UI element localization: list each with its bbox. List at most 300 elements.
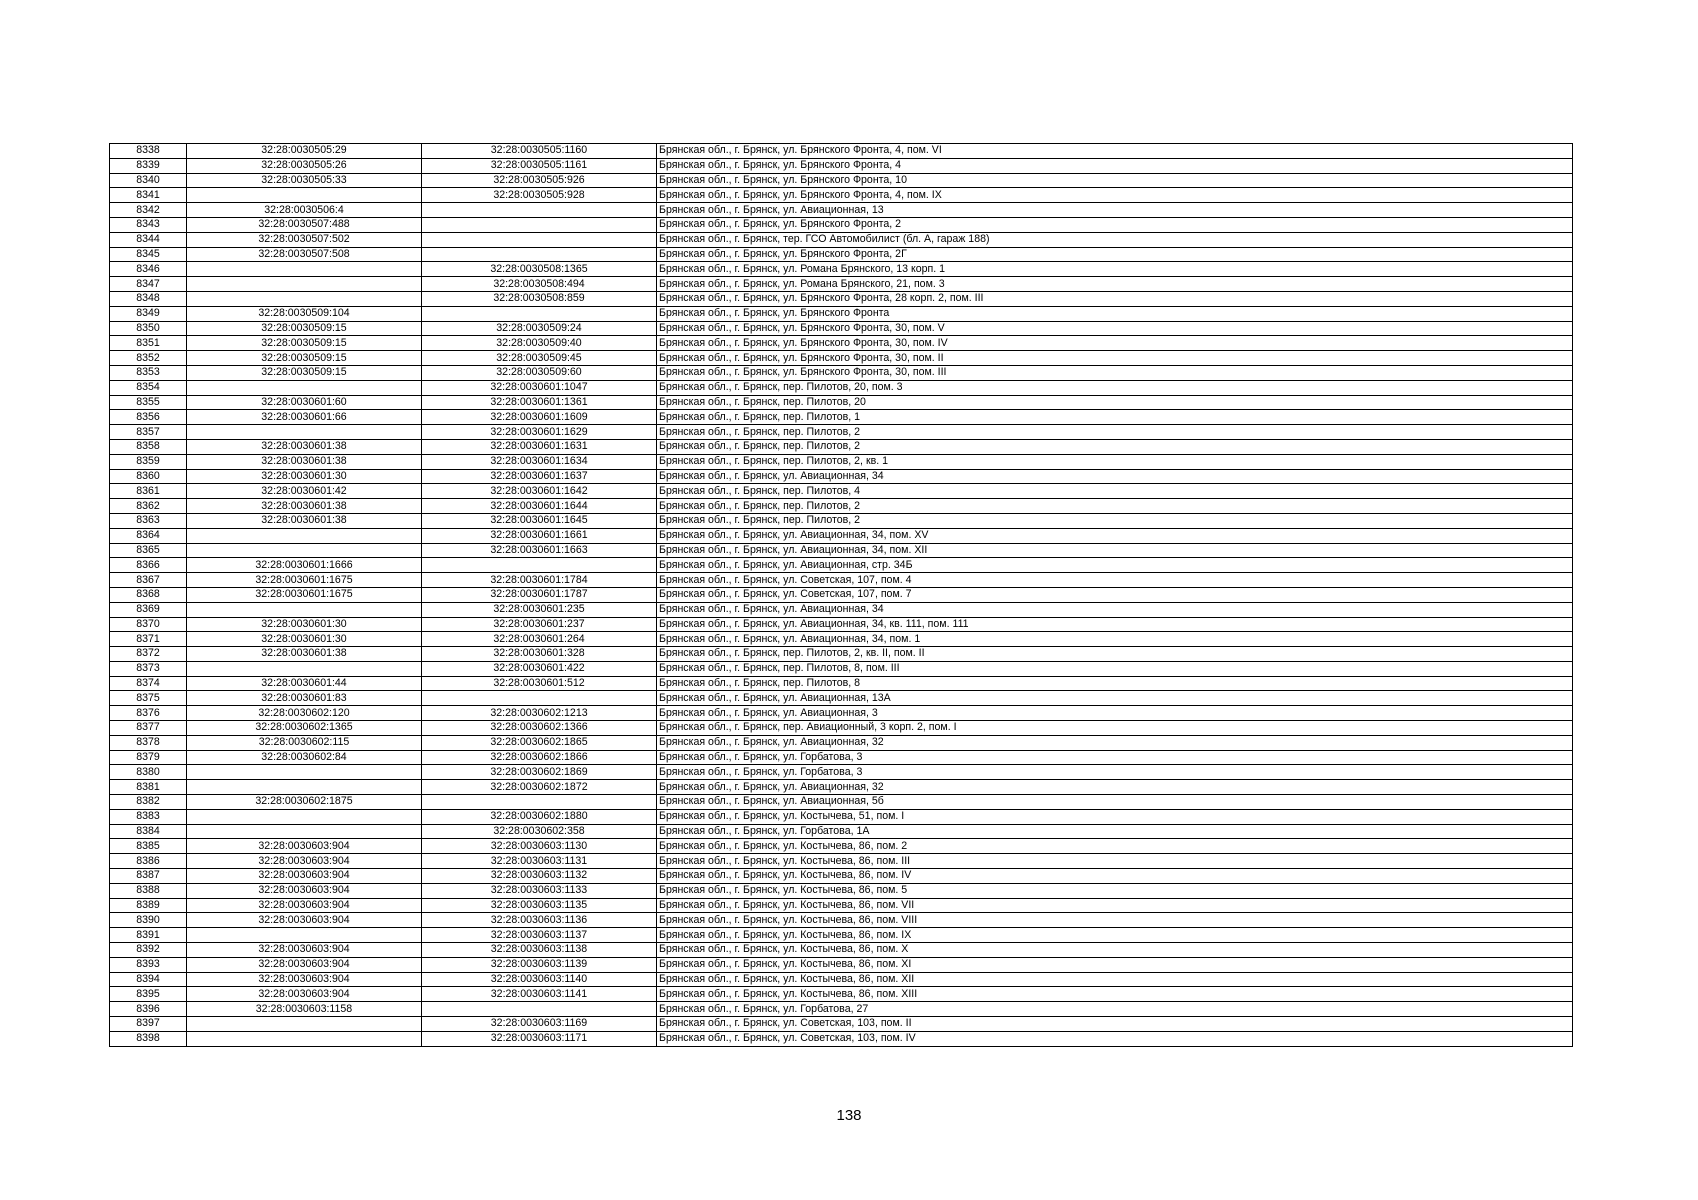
row-number-cell: 8383	[110, 809, 187, 824]
row-number-cell: 8365	[110, 543, 187, 558]
address-cell: Брянская обл., г. Брянск, ул. Брянского Фронта	[657, 306, 1573, 321]
address-cell: Брянская обл., г. Брянск, ул. Авиационная, 34, кв. 111, пом. 111	[657, 617, 1573, 632]
address-cell: Брянская обл., г. Брянск, ул. Костычева, 86, пом. IX	[657, 928, 1573, 943]
row-number-cell: 8350	[110, 321, 187, 336]
new-cadastral-number-cell: 32:28:0030601:1644	[422, 499, 657, 514]
registry-table-body	[110, 144, 1573, 1047]
address-cell: Брянская обл., г. Брянск, ул. Костычева, 86, пом. 5	[657, 883, 1573, 898]
table-row	[110, 824, 1573, 839]
old-cadastral-number-cell: 32:28:0030603:904	[187, 943, 422, 958]
new-cadastral-number-cell: 32:28:0030601:264	[422, 632, 657, 647]
table-row	[110, 321, 1573, 336]
address-cell: Брянская обл., г. Брянск, ул. Брянского Фронта, 28 корп. 2, пом. III	[657, 291, 1573, 306]
old-cadastral-number-cell: 32:28:0030601:1675	[187, 587, 422, 602]
new-cadastral-number-cell: 32:28:0030603:1132	[422, 869, 657, 884]
old-cadastral-number-cell: 32:28:0030601:60	[187, 395, 422, 410]
table-row	[110, 217, 1573, 232]
address-cell: Брянская обл., г. Брянск, пер. Пилотов, 4	[657, 484, 1573, 499]
address-cell: Брянская обл., г. Брянск, ул. Костычева, 86, пом. IV	[657, 869, 1573, 884]
old-cadastral-number-cell: 32:28:0030509:15	[187, 365, 422, 380]
row-number-cell: 8386	[110, 854, 187, 869]
table-row	[110, 351, 1573, 366]
old-cadastral-number-cell: 32:28:0030602:1875	[187, 795, 422, 810]
table-row	[110, 439, 1573, 454]
new-cadastral-number-cell: 32:28:0030602:358	[422, 824, 657, 839]
new-cadastral-number-cell: 32:28:0030603:1137	[422, 928, 657, 943]
new-cadastral-number-cell: 32:28:0030603:1141	[422, 987, 657, 1002]
new-cadastral-number-cell: 32:28:0030601:1661	[422, 528, 657, 543]
table-row	[110, 203, 1573, 218]
old-cadastral-number-cell	[187, 1017, 422, 1032]
row-number-cell: 8339	[110, 158, 187, 173]
table-row	[110, 987, 1573, 1002]
old-cadastral-number-cell	[187, 291, 422, 306]
address-cell: Брянская обл., г. Брянск, ул. Костычева, 86, пом. X	[657, 943, 1573, 958]
new-cadastral-number-cell: 32:28:0030601:235	[422, 602, 657, 617]
new-cadastral-number-cell	[422, 247, 657, 262]
row-number-cell: 8398	[110, 1031, 187, 1046]
new-cadastral-number-cell: 32:28:0030601:1787	[422, 587, 657, 602]
address-cell: Брянская обл., г. Брянск, пер. Пилотов, 20, пом. 3	[657, 380, 1573, 395]
new-cadastral-number-cell: 32:28:0030603:1169	[422, 1017, 657, 1032]
row-number-cell: 8392	[110, 943, 187, 958]
new-cadastral-number-cell: 32:28:0030601:1631	[422, 439, 657, 454]
table-row	[110, 898, 1573, 913]
old-cadastral-number-cell	[187, 1031, 422, 1046]
new-cadastral-number-cell: 32:28:0030601:1663	[422, 543, 657, 558]
old-cadastral-number-cell	[187, 928, 422, 943]
table-row	[110, 499, 1573, 514]
address-cell: Брянская обл., г. Брянск, ул. Советская, 107, пом. 7	[657, 587, 1573, 602]
old-cadastral-number-cell: 32:28:0030603:1158	[187, 1002, 422, 1017]
row-number-cell: 8382	[110, 795, 187, 810]
new-cadastral-number-cell: 32:28:0030602:1865	[422, 735, 657, 750]
old-cadastral-number-cell: 32:28:0030509:15	[187, 321, 422, 336]
new-cadastral-number-cell: 32:28:0030603:1135	[422, 898, 657, 913]
table-row	[110, 188, 1573, 203]
table-row	[110, 232, 1573, 247]
address-cell: Брянская обл., г. Брянск, ул. Костычева, 86, пом. XII	[657, 972, 1573, 987]
table-row	[110, 913, 1573, 928]
address-cell: Брянская обл., г. Брянск, ул. Авиационная, 32	[657, 735, 1573, 750]
new-cadastral-number-cell: 32:28:0030601:1637	[422, 469, 657, 484]
address-cell: Брянская обл., г. Брянск, ул. Брянского Фронта, 30, пом. II	[657, 351, 1573, 366]
old-cadastral-number-cell: 32:28:0030603:904	[187, 854, 422, 869]
old-cadastral-number-cell: 32:28:0030601:42	[187, 484, 422, 499]
old-cadastral-number-cell: 32:28:0030603:904	[187, 987, 422, 1002]
address-cell: Брянская обл., г. Брянск, ул. Авиационная, 32	[657, 780, 1573, 795]
address-cell: Брянская обл., г. Брянск, ул. Авиационная, 13А	[657, 691, 1573, 706]
address-cell: Брянская обл., г. Брянск, пер. Пилотов, 2	[657, 425, 1573, 440]
table-row	[110, 558, 1573, 573]
new-cadastral-number-cell: 32:28:0030603:1133	[422, 883, 657, 898]
table-row	[110, 469, 1573, 484]
row-number-cell: 8379	[110, 750, 187, 765]
row-number-cell: 8394	[110, 972, 187, 987]
address-cell: Брянская обл., г. Брянск, ул. Костычева, 86, пом. III	[657, 854, 1573, 869]
table-row	[110, 395, 1573, 410]
old-cadastral-number-cell: 32:28:0030507:488	[187, 217, 422, 232]
row-number-cell: 8373	[110, 661, 187, 676]
new-cadastral-number-cell: 32:28:0030601:1642	[422, 484, 657, 499]
table-row	[110, 883, 1573, 898]
address-cell: Брянская обл., г. Брянск, пер. Пилотов, 2	[657, 513, 1573, 528]
address-cell: Брянская обл., г. Брянск, ул. Брянского Фронта, 4	[657, 158, 1573, 173]
address-cell: Брянская обл., г. Брянск, ул. Авиационная, 34, пом. XII	[657, 543, 1573, 558]
old-cadastral-number-cell: 32:28:0030601:1675	[187, 573, 422, 588]
old-cadastral-number-cell: 32:28:0030506:4	[187, 203, 422, 218]
table-row	[110, 957, 1573, 972]
new-cadastral-number-cell	[422, 795, 657, 810]
address-cell: Брянская обл., г. Брянск, ул. Брянского Фронта, 4, пом. IX	[657, 188, 1573, 203]
table-row	[110, 528, 1573, 543]
address-cell: Брянская обл., г. Брянск, пер. Авиационный, 3 корп. 2, пом. I	[657, 721, 1573, 736]
table-row	[110, 647, 1573, 662]
row-number-cell: 8390	[110, 913, 187, 928]
address-cell: Брянская обл., г. Брянск, ул. Брянского Фронта, 10	[657, 173, 1573, 188]
address-cell: Брянская обл., г. Брянск, ул. Романа Брянского, 21, пом. 3	[657, 277, 1573, 292]
old-cadastral-number-cell: 32:28:0030509:15	[187, 336, 422, 351]
old-cadastral-number-cell: 32:28:0030602:84	[187, 750, 422, 765]
row-number-cell: 8351	[110, 336, 187, 351]
table-row	[110, 306, 1573, 321]
old-cadastral-number-cell: 32:28:0030601:38	[187, 454, 422, 469]
row-number-cell: 8397	[110, 1017, 187, 1032]
new-cadastral-number-cell: 32:28:0030602:1866	[422, 750, 657, 765]
new-cadastral-number-cell: 32:28:0030509:45	[422, 351, 657, 366]
row-number-cell: 8366	[110, 558, 187, 573]
row-number-cell: 8355	[110, 395, 187, 410]
old-cadastral-number-cell: 32:28:0030507:502	[187, 232, 422, 247]
table-row	[110, 543, 1573, 558]
new-cadastral-number-cell: 32:28:0030603:1131	[422, 854, 657, 869]
address-cell: Брянская обл., г. Брянск, ул. Брянского Фронта, 30, пом. IV	[657, 336, 1573, 351]
row-number-cell: 8352	[110, 351, 187, 366]
row-number-cell: 8362	[110, 499, 187, 514]
address-cell: Брянская обл., г. Брянск, ул. Авиационная, стр. 34Б	[657, 558, 1573, 573]
table-row	[110, 795, 1573, 810]
old-cadastral-number-cell	[187, 809, 422, 824]
old-cadastral-number-cell: 32:28:0030601:38	[187, 647, 422, 662]
old-cadastral-number-cell	[187, 380, 422, 395]
new-cadastral-number-cell: 32:28:0030601:422	[422, 661, 657, 676]
new-cadastral-number-cell: 32:28:0030508:1365	[422, 262, 657, 277]
old-cadastral-number-cell: 32:28:0030603:904	[187, 913, 422, 928]
old-cadastral-number-cell: 32:28:0030601:83	[187, 691, 422, 706]
row-number-cell: 8346	[110, 262, 187, 277]
table-row	[110, 750, 1573, 765]
row-number-cell: 8384	[110, 824, 187, 839]
address-cell: Брянская обл., г. Брянск, ул. Советская, 103, пом. II	[657, 1017, 1573, 1032]
row-number-cell: 8340	[110, 173, 187, 188]
address-cell: Брянская обл., г. Брянск, ул. Авиационная, 34, пом. XV	[657, 528, 1573, 543]
table-row	[110, 869, 1573, 884]
old-cadastral-number-cell	[187, 661, 422, 676]
new-cadastral-number-cell: 32:28:0030602:1213	[422, 706, 657, 721]
new-cadastral-number-cell: 32:28:0030601:1047	[422, 380, 657, 395]
row-number-cell: 8380	[110, 765, 187, 780]
old-cadastral-number-cell	[187, 277, 422, 292]
row-number-cell: 8364	[110, 528, 187, 543]
new-cadastral-number-cell: 32:28:0030601:512	[422, 676, 657, 691]
table-row	[110, 661, 1573, 676]
new-cadastral-number-cell: 32:28:0030603:1130	[422, 839, 657, 854]
table-row	[110, 972, 1573, 987]
new-cadastral-number-cell: 32:28:0030603:1140	[422, 972, 657, 987]
row-number-cell: 8376	[110, 706, 187, 721]
table-row	[110, 410, 1573, 425]
row-number-cell: 8342	[110, 203, 187, 218]
new-cadastral-number-cell: 32:28:0030603:1136	[422, 913, 657, 928]
table-row	[110, 1002, 1573, 1017]
new-cadastral-number-cell: 32:28:0030601:1361	[422, 395, 657, 410]
row-number-cell: 8345	[110, 247, 187, 262]
row-number-cell: 8391	[110, 928, 187, 943]
table-row	[110, 839, 1573, 854]
address-cell: Брянская обл., г. Брянск, ул. Горбатова, 3	[657, 765, 1573, 780]
table-row	[110, 1031, 1573, 1046]
old-cadastral-number-cell: 32:28:0030603:904	[187, 839, 422, 854]
address-cell: Брянская обл., г. Брянск, ул. Авиационная, 34	[657, 602, 1573, 617]
new-cadastral-number-cell: 32:28:0030601:1784	[422, 573, 657, 588]
old-cadastral-number-cell: 32:28:0030601:38	[187, 439, 422, 454]
new-cadastral-number-cell: 32:28:0030601:1609	[422, 410, 657, 425]
old-cadastral-number-cell: 32:28:0030602:115	[187, 735, 422, 750]
new-cadastral-number-cell: 32:28:0030505:1160	[422, 144, 657, 159]
new-cadastral-number-cell: 32:28:0030603:1139	[422, 957, 657, 972]
row-number-cell: 8361	[110, 484, 187, 499]
row-number-cell: 8385	[110, 839, 187, 854]
table-row	[110, 780, 1573, 795]
address-cell: Брянская обл., г. Брянск, ул. Горбатова, 1А	[657, 824, 1573, 839]
new-cadastral-number-cell: 32:28:0030601:1629	[422, 425, 657, 440]
old-cadastral-number-cell: 32:28:0030509:104	[187, 306, 422, 321]
table-row	[110, 691, 1573, 706]
row-number-cell: 8349	[110, 306, 187, 321]
table-row	[110, 735, 1573, 750]
new-cadastral-number-cell	[422, 558, 657, 573]
old-cadastral-number-cell: 32:28:0030601:66	[187, 410, 422, 425]
new-cadastral-number-cell: 32:28:0030508:494	[422, 277, 657, 292]
row-number-cell: 8358	[110, 439, 187, 454]
table-row	[110, 454, 1573, 469]
table-row	[110, 632, 1573, 647]
new-cadastral-number-cell: 32:28:0030505:1161	[422, 158, 657, 173]
address-cell: Брянская обл., г. Брянск, пер. Пилотов, 8, пом. III	[657, 661, 1573, 676]
old-cadastral-number-cell: 32:28:0030601:38	[187, 513, 422, 528]
row-number-cell: 8395	[110, 987, 187, 1002]
row-number-cell: 8372	[110, 647, 187, 662]
row-number-cell: 8396	[110, 1002, 187, 1017]
old-cadastral-number-cell	[187, 543, 422, 558]
old-cadastral-number-cell	[187, 824, 422, 839]
address-cell: Брянская обл., г. Брянск, ул. Костычева, 86, пом. 2	[657, 839, 1573, 854]
new-cadastral-number-cell: 32:28:0030509:24	[422, 321, 657, 336]
table-row	[110, 1017, 1573, 1032]
address-cell: Брянская обл., г. Брянск, ул. Авиационная, 3	[657, 706, 1573, 721]
address-cell: Брянская обл., г. Брянск, ул. Костычева, 86, пом. VIII	[657, 913, 1573, 928]
table-row	[110, 380, 1573, 395]
row-number-cell: 8374	[110, 676, 187, 691]
old-cadastral-number-cell: 32:28:0030601:44	[187, 676, 422, 691]
table-row	[110, 425, 1573, 440]
row-number-cell: 8393	[110, 957, 187, 972]
table-row	[110, 602, 1573, 617]
row-number-cell: 8343	[110, 217, 187, 232]
table-row	[110, 809, 1573, 824]
table-row	[110, 765, 1573, 780]
table-row	[110, 513, 1573, 528]
new-cadastral-number-cell	[422, 217, 657, 232]
row-number-cell: 8370	[110, 617, 187, 632]
new-cadastral-number-cell: 32:28:0030508:859	[422, 291, 657, 306]
page-number: 138	[836, 1107, 862, 1124]
address-cell: Брянская обл., г. Брянск, ул. Советская, 107, пом. 4	[657, 573, 1573, 588]
row-number-cell: 8348	[110, 291, 187, 306]
row-number-cell: 8360	[110, 469, 187, 484]
table-row	[110, 676, 1573, 691]
row-number-cell: 8378	[110, 735, 187, 750]
table-row	[110, 291, 1573, 306]
old-cadastral-number-cell: 32:28:0030601:30	[187, 632, 422, 647]
table-row	[110, 928, 1573, 943]
row-number-cell: 8344	[110, 232, 187, 247]
new-cadastral-number-cell: 32:28:0030509:60	[422, 365, 657, 380]
address-cell: Брянская обл., г. Брянск, пер. Пилотов, 1	[657, 410, 1573, 425]
old-cadastral-number-cell: 32:28:0030505:33	[187, 173, 422, 188]
old-cadastral-number-cell: 32:28:0030603:904	[187, 883, 422, 898]
row-number-cell: 8338	[110, 144, 187, 159]
address-cell: Брянская обл., г. Брянск, ул. Романа Брянского, 13 корп. 1	[657, 262, 1573, 277]
row-number-cell: 8347	[110, 277, 187, 292]
address-cell: Брянская обл., г. Брянск, ул. Брянского Фронта, 30, пом. V	[657, 321, 1573, 336]
row-number-cell: 8381	[110, 780, 187, 795]
table-row	[110, 854, 1573, 869]
row-number-cell: 8357	[110, 425, 187, 440]
old-cadastral-number-cell: 32:28:0030603:904	[187, 898, 422, 913]
row-number-cell: 8359	[110, 454, 187, 469]
old-cadastral-number-cell: 32:28:0030602:1365	[187, 721, 422, 736]
address-cell: Брянская обл., г. Брянск, пер. Пилотов, 8	[657, 676, 1573, 691]
address-cell: Брянская обл., г. Брянск, ул. Брянского Фронта, 2	[657, 217, 1573, 232]
row-number-cell: 8389	[110, 898, 187, 913]
new-cadastral-number-cell: 32:28:0030602:1869	[422, 765, 657, 780]
address-cell: Брянская обл., г. Брянск, ул. Брянского Фронта, 30, пом. III	[657, 365, 1573, 380]
old-cadastral-number-cell: 32:28:0030601:38	[187, 499, 422, 514]
row-number-cell: 8371	[110, 632, 187, 647]
address-cell: Брянская обл., г. Брянск, ул. Авиационная, 34, пом. 1	[657, 632, 1573, 647]
address-cell: Брянская обл., г. Брянск, ул. Авиационная, 13	[657, 203, 1573, 218]
new-cadastral-number-cell: 32:28:0030601:237	[422, 617, 657, 632]
table-row	[110, 587, 1573, 602]
table-row	[110, 144, 1573, 159]
old-cadastral-number-cell	[187, 602, 422, 617]
row-number-cell: 8363	[110, 513, 187, 528]
old-cadastral-number-cell: 32:28:0030601:1666	[187, 558, 422, 573]
new-cadastral-number-cell: 32:28:0030505:928	[422, 188, 657, 203]
new-cadastral-number-cell: 32:28:0030505:926	[422, 173, 657, 188]
table-row	[110, 336, 1573, 351]
address-cell: Брянская обл., г. Брянск, ул. Горбатова, 27	[657, 1002, 1573, 1017]
address-cell: Брянская обл., г. Брянск, ул. Авиационная, 5б	[657, 795, 1573, 810]
table-row	[110, 573, 1573, 588]
address-cell: Брянская обл., г. Брянск, ул. Костычева, 86, пом. XIII	[657, 987, 1573, 1002]
address-cell: Брянская обл., г. Брянск, ул. Горбатова, 3	[657, 750, 1573, 765]
address-cell: Брянская обл., г. Брянск, ул. Брянского Фронта, 2Г	[657, 247, 1573, 262]
new-cadastral-number-cell	[422, 1002, 657, 1017]
address-cell: Брянская обл., г. Брянск, ул. Костычева, 86, пом. VII	[657, 898, 1573, 913]
address-cell: Брянская обл., г. Брянск, ул. Советская, 103, пом. IV	[657, 1031, 1573, 1046]
old-cadastral-number-cell	[187, 262, 422, 277]
row-number-cell: 8367	[110, 573, 187, 588]
old-cadastral-number-cell: 32:28:0030505:26	[187, 158, 422, 173]
row-number-cell: 8387	[110, 869, 187, 884]
new-cadastral-number-cell: 32:28:0030601:328	[422, 647, 657, 662]
row-number-cell: 8369	[110, 602, 187, 617]
address-cell: Брянская обл., г. Брянск, ул. Костычева, 51, пом. I	[657, 809, 1573, 824]
old-cadastral-number-cell: 32:28:0030509:15	[187, 351, 422, 366]
table-row	[110, 158, 1573, 173]
new-cadastral-number-cell: 32:28:0030603:1171	[422, 1031, 657, 1046]
address-cell: Брянская обл., г. Брянск, пер. Пилотов, 20	[657, 395, 1573, 410]
new-cadastral-number-cell: 32:28:0030509:40	[422, 336, 657, 351]
table-row	[110, 173, 1573, 188]
address-cell: Брянская обл., г. Брянск, пер. Пилотов, 2, кв. II, пом. II	[657, 647, 1573, 662]
new-cadastral-number-cell	[422, 203, 657, 218]
address-cell: Брянская обл., г. Брянск, ул. Авиационная, 34	[657, 469, 1573, 484]
address-cell: Брянская обл., г. Брянск, пер. Пилотов, 2	[657, 499, 1573, 514]
address-cell: Брянская обл., г. Брянск, пер. Пилотов, 2, кв. 1	[657, 454, 1573, 469]
address-cell: Брянская обл., г. Брянск, пер. Пилотов, 2	[657, 439, 1573, 454]
old-cadastral-number-cell	[187, 528, 422, 543]
new-cadastral-number-cell: 32:28:0030601:1645	[422, 513, 657, 528]
new-cadastral-number-cell: 32:28:0030602:1366	[422, 721, 657, 736]
table-row	[110, 617, 1573, 632]
old-cadastral-number-cell: 32:28:0030507:508	[187, 247, 422, 262]
table-row	[110, 706, 1573, 721]
old-cadastral-number-cell: 32:28:0030601:30	[187, 469, 422, 484]
row-number-cell: 8354	[110, 380, 187, 395]
old-cadastral-number-cell: 32:28:0030602:120	[187, 706, 422, 721]
address-cell: Брянская обл., г. Брянск, ул. Брянского Фронта, 4, пом. VI	[657, 144, 1573, 159]
old-cadastral-number-cell: 32:28:0030603:904	[187, 972, 422, 987]
table-row	[110, 365, 1573, 380]
row-number-cell: 8356	[110, 410, 187, 425]
cadastral-registry-table	[109, 143, 1573, 1047]
address-cell: Брянская обл., г. Брянск, ул. Костычева, 86, пом. XI	[657, 957, 1573, 972]
old-cadastral-number-cell	[187, 188, 422, 203]
old-cadastral-number-cell: 32:28:0030603:904	[187, 957, 422, 972]
old-cadastral-number-cell	[187, 425, 422, 440]
table-row	[110, 721, 1573, 736]
row-number-cell: 8375	[110, 691, 187, 706]
table-row	[110, 262, 1573, 277]
table-row	[110, 277, 1573, 292]
row-number-cell: 8377	[110, 721, 187, 736]
new-cadastral-number-cell: 32:28:0030602:1872	[422, 780, 657, 795]
old-cadastral-number-cell	[187, 765, 422, 780]
row-number-cell: 8341	[110, 188, 187, 203]
new-cadastral-number-cell: 32:28:0030602:1880	[422, 809, 657, 824]
new-cadastral-number-cell: 32:28:0030601:1634	[422, 454, 657, 469]
new-cadastral-number-cell: 32:28:0030603:1138	[422, 943, 657, 958]
table-row	[110, 943, 1573, 958]
row-number-cell: 8368	[110, 587, 187, 602]
new-cadastral-number-cell	[422, 232, 657, 247]
table-row	[110, 484, 1573, 499]
address-cell: Брянская обл., г. Брянск, тер. ГСО Автомобилист (бл. А, гараж 188)	[657, 232, 1573, 247]
old-cadastral-number-cell	[187, 780, 422, 795]
